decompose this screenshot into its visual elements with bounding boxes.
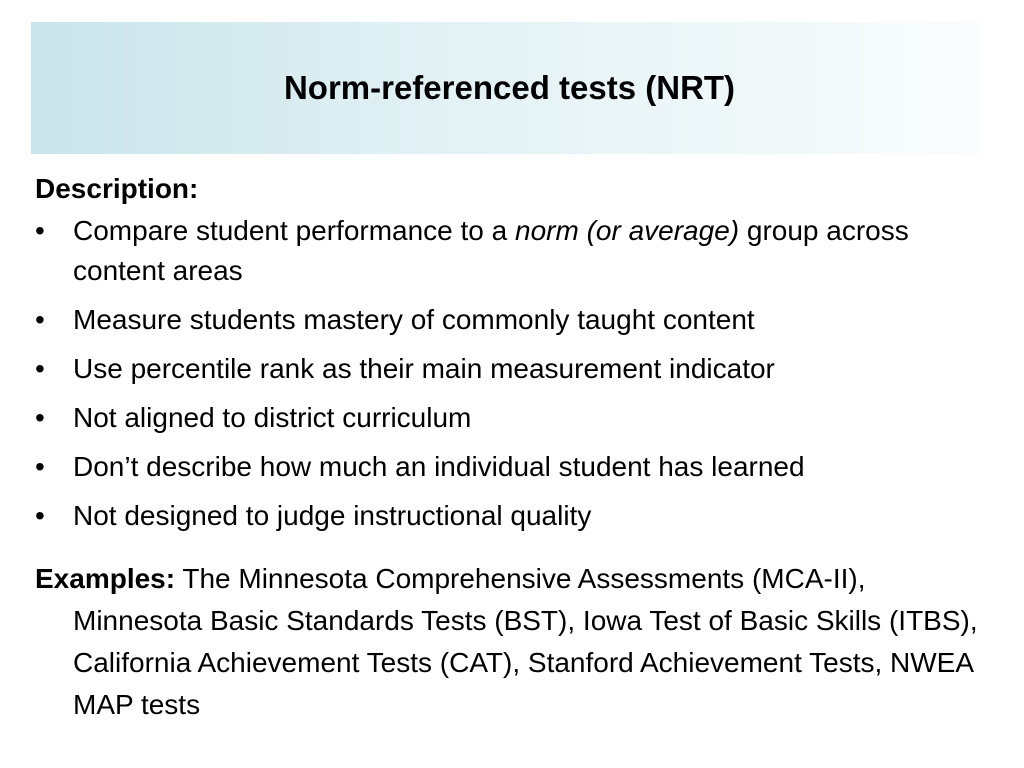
bullet-item <box>35 496 995 536</box>
bullet-text-before: Compare student performance to a <box>73 215 516 246</box>
bullet-icon: • <box>35 215 45 246</box>
bullet-text-after: group across content areas <box>73 215 909 286</box>
slide-body <box>35 169 995 754</box>
examples-paragraph <box>35 558 995 726</box>
description-heading: Description: <box>35 173 199 204</box>
bullet-icon: • <box>35 304 45 335</box>
bullet-item <box>35 349 995 389</box>
bullet-text: Use percentile rank as their main measurement indicator <box>73 353 775 384</box>
bullet-icon: • <box>35 451 45 482</box>
bullet-item <box>35 300 995 340</box>
bullet-text: Don’t describe how much an individual student has learned <box>73 451 805 482</box>
bullet-text: Not aligned to district curriculum <box>73 402 472 433</box>
bullet-text: Measure students mastery of commonly taught content <box>73 304 755 335</box>
bullet-text: Not designed to judge instructional quality <box>73 500 592 531</box>
bullet-icon: • <box>35 353 45 384</box>
bullet-icon: • <box>35 402 45 433</box>
bullet-item <box>35 447 995 487</box>
title-band <box>31 22 982 154</box>
examples-label: Examples: <box>35 563 176 594</box>
description-list <box>35 211 995 536</box>
bullet-icon: • <box>35 500 45 531</box>
bullet-item <box>35 398 995 438</box>
bullet-item <box>35 211 995 291</box>
bullet-emphasis: norm (or average) <box>515 215 740 246</box>
slide-title: Norm-referenced tests (NRT) <box>283 69 736 106</box>
examples-text: The Minnesota Comprehensive Assessments (MCA-II), Minnesota Basic Standards Tests (BST), Iowa Test of Basic Skills (ITBS), California Achievement Tests (CAT), Stanford Achievement Tests, NWEA MAP tests <box>73 563 978 720</box>
